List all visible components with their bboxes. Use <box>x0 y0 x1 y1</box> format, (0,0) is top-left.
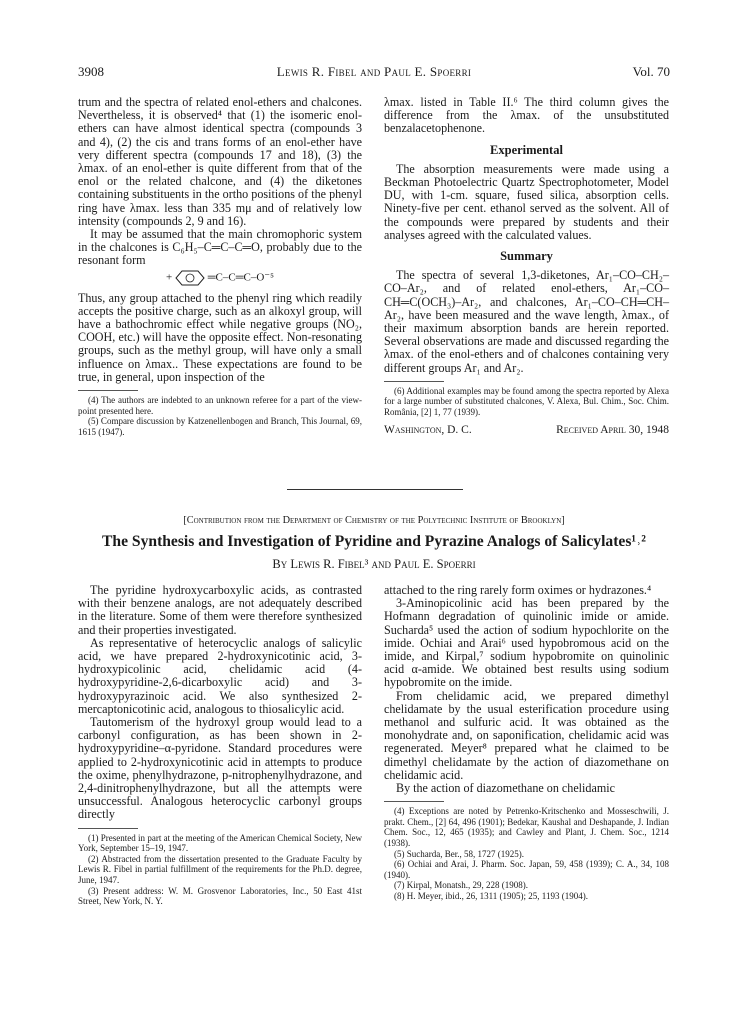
byline: By Lewis R. Fibel³ and Paul E. Spoerri <box>272 557 476 571</box>
footnote: (8) H. Meyer, ibid., 26, 1311 (1905); 25, 1193 (1904). <box>394 891 588 901</box>
article-right-column <box>384 584 669 902</box>
footnote: (6) Ochiai and Arai, J. Pharm. Soc. Japan, 59, 458 (1939); C. A., 34, 108 (1940). <box>384 859 669 880</box>
section-divider <box>287 489 463 490</box>
top-right-column <box>384 96 669 437</box>
section-heading-experimental: Experimental <box>490 142 563 157</box>
resonance-formula <box>78 270 362 286</box>
article-title: The Synthesis and Investigation of Pyridine and Pyrazine Analogs of Salicylates¹˒² <box>102 533 646 550</box>
footnote: (2) Abstracted from the dissertation presented to the Graduate Faculty by Lewis R. Fibel in partial fulfillment of the requirements for the Ph.D. degree, June, 1947. <box>78 853 362 886</box>
page-number: 3908 <box>78 64 104 79</box>
paragraph: 3-Aminopicolinic acid has been prepared by the Hofmann degradation of quinolinic imide or amide. Sucharda⁵ used the action of sodium hypochlorite on the imide. Ochiai and Arai⁶ used hypobromous acid on the imide, and Kirpal,⁷ sodium hypobromite on quinolinic acid α-amide. We obtained best results using sodium hypobromite on the imide. <box>384 596 669 690</box>
footnote: (7) Kirpal, Monatsh., 29, 228 (1908). <box>394 880 528 891</box>
footnote-divider <box>384 801 444 802</box>
footnote-divider <box>78 390 138 391</box>
paragraph: λmax. listed in Table II.⁶ The third column gives the difference from the λmax. of the unsubstituted benzalacetophenone. <box>384 95 669 136</box>
paragraph: The pyridine hydroxycarboxylic acids, as contrasted with their benzene analogs, are not adequately described in the literature. Some of them were therefore synthesized and their properties investigated. <box>78 583 362 637</box>
section-heading-summary: Summary <box>500 249 553 264</box>
footnote: (5) Sucharda, Ber., 58, 1727 (1925). <box>394 848 524 859</box>
footnote: (3) Present address: W. M. Grosvenor Laboratories, Inc., 50 East 41st Street, New York, N. Y. <box>78 885 362 907</box>
paragraph: Tautomerism of the hydroxyl group would lead to a carbonyl configuration, as has been shown in 2-hydroxypyridine–α-pyridone. Standard procedures were applied to 2-hydroxynicotinic acid in attempts to produce the oxime, phenylhydrazone, p-nitrophenylhydrazone, and 2,4-dinitrophenylhydrazone, but all the attempts were unsuccessful. Analogous heterocyclic carbonyl groups directly <box>78 715 362 822</box>
volume-number: Vol. 70 <box>632 64 670 79</box>
paragraph: From chelidamic acid, we prepared dimethyl chelidamate by the usual esterification procedure using methanol and sulfuric acid. It was obtained as the monohydrate and, on saponification, chelidamic acid was regenerated. Meyer⁸ prepared what he claimed to be dimethyl chelidamate by the action of diazomethane on chelidamic acid. <box>384 688 669 782</box>
paragraph: As representative of heterocyclic analogs of salicylic acid, we have prepared 2-hydroxynicotinic acid, 3-hydroxypicolinic acid, chelidamic acid (4-hydroxypyridine-2,6-dicarboxylic acid) and 3-hydroxypyrazinoic acid. We also synthesized 2-mercaptonicotinic acid, analogous to thiosalicylic acid. <box>78 635 362 716</box>
footnotes <box>78 833 362 907</box>
paragraph: It may be assumed that the main chromophoric system in the chalcones is C₆H₅–C═C–C═O, probably due to the resonant form <box>78 227 362 268</box>
article-left-column <box>78 584 362 907</box>
formula-chain: ═C–C═C–O⁻⁵ <box>207 271 274 284</box>
footnote: (6) Additional examples may be found among the spectra reported by Alexa for a large number of substituted chalcones, V. Alexa, Bul. Chim., Soc. Chim. România, [2] 1, 77 (1939). <box>384 385 669 418</box>
received-date: Received April 30, 1948 <box>556 423 669 436</box>
footnote: (4) Exceptions are noted by Petrenko-Kritschenko and Mosseschwili, J. prakt. Chem., [2] 64, 496 (1901); Bedekar, Kaushal and Deshapande, J. Indian Chem. Soc., 12, 465 (1935); and Cawley and Plant, J. Chem. Soc., 1214 (1938). <box>384 806 669 849</box>
place: Washington, D. C. <box>384 423 472 436</box>
paragraph: attached to the ring rarely form oximes or hydrazones.⁴ <box>384 583 652 597</box>
signature-line <box>384 424 669 437</box>
footnote: (1) Presented in part at the meeting of the American Chemical Society, New York, September 15–19, 1947. <box>78 832 362 854</box>
footnote: (5) Compare discussion by Katzenellenbogen and Branch, This Journal, 69, 1615 (1947). <box>78 416 362 437</box>
footnotes <box>384 386 669 418</box>
footnote-divider <box>384 381 444 382</box>
paragraph: trum and the spectra of related enol-ethers and chalcones. Nevertheless, it is observed⁴ that (1) the isomeric enol-ethers can have almost identical spectra (compounds 3 and 4), (2) the cis and trans forms of an enol-ether have very different spectra (compounds 17 and 18), (3) the λmax. of an enol-ether is quite different from that of the enol or the related chalcone, and (4) the diketones containing substituents in the ortho positions of the phenyl ring have λmax. less than 335 mμ and of relatively low intensity (compounds 2, 9 and 16). <box>78 95 362 228</box>
formula-plus: + <box>166 271 173 284</box>
paragraph: Thus, any group attached to the phenyl ring which readily accepts the positive charge, such as an alkoxyl group, will have a bathochromic effect while negative groups (NO₂, COOH, etc.) will have the opposite effect. Non-resonating groups, such as the methyl group, will have only a small influence on λmax.. These expectations are found to be true, in general, upon inspection of the <box>78 290 362 384</box>
paragraph: The spectra of several 1,3-diketones, Ar₁–CO–CH₂–CO–Ar₂, and of related enol-ethers, Ar₁–CO–CH═C(OCH₃)–Ar₂, and chalcones, Ar₁–CO–CH═CH–Ar₂, have been measured and the wave length, λmax., of their maximum absorption bands are herein reported. Several observations are made and discussed regarding the λmax. of the enol-ethers and of chalcones containing very different groups Ar₁ and Ar₂. <box>384 268 669 375</box>
footnote-divider <box>78 828 138 829</box>
paragraph: The absorption measurements were made using a Beckman Photoelectric Quartz Spectrophotometer, Model DU, with 1-cm. square, fused silica, absorption cells. Ninety-five per cent. ethanol served as the solvent. All of the compounds were prepared by students and their analyses agreed with the calculated values. <box>384 161 669 242</box>
contribution-line: [Contribution from the Department of Chemistry of the Polytechnic Institute of Brooklyn] <box>183 515 565 526</box>
footnotes <box>384 806 669 901</box>
footnotes <box>78 395 362 437</box>
paragraph: By the action of diazomethane on chelidamic <box>396 781 615 796</box>
top-left-column <box>78 96 362 437</box>
footnote: (4) The authors are indebted to an unknown referee for a part of the view-point presented here. <box>78 395 362 416</box>
benzene-ring-icon <box>175 270 205 286</box>
running-title: Lewis R. Fibel and Paul E. Spoerri <box>276 64 472 79</box>
